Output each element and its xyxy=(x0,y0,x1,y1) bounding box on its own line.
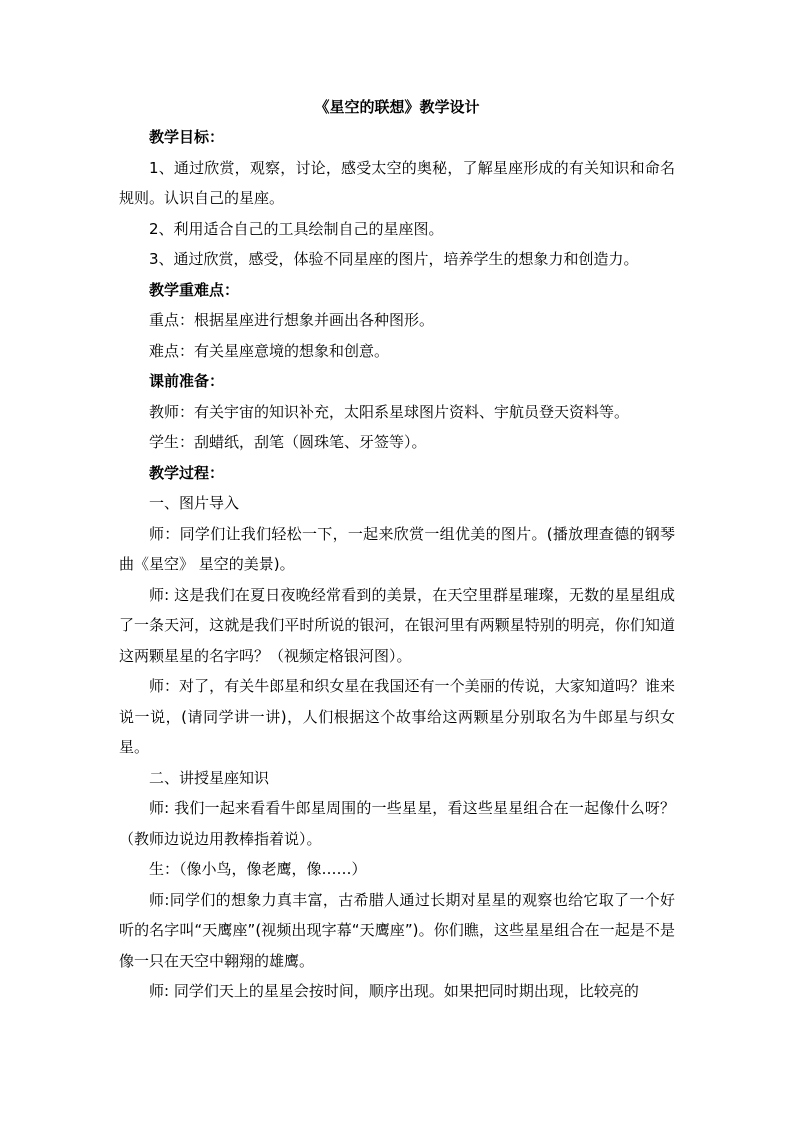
paragraph: 师：对了，有关牛郎星和织女星在我国还有一个美丽的传说，大家知道吗？谁来说一说，(请同学讲一讲)，人们根据这个故事给这两颗星分别取名为牛郎星与织女星。 xyxy=(119,677,675,756)
paragraph: 一、图片导入 xyxy=(149,494,240,512)
paragraph: 教师：有关宇宙的知识补充，太阳系星球图片资料、宇航员登天资料等。 xyxy=(149,402,630,421)
paragraph: 1、通过欣赏，观察，讨论，感受太空的奥秘，了解星座形成的有关知识和命名规则。认识自己的星座。 xyxy=(119,158,675,207)
document-title: 《星空的联想》教学设计 xyxy=(314,98,480,116)
paragraph: 生：（像小鸟，像老鹰，像……） xyxy=(149,860,367,878)
section-heading: 教学过程： xyxy=(149,463,225,482)
paragraph: 3、通过欣赏，感受，体验不同星座的图片，培养学生的想象力和创造力。 xyxy=(149,250,639,268)
paragraph: 师: 这是我们在夏日夜晚经常看到的美景，在天空里群星璀璨，无数的星星组成了一条天河，这就是我们平时所说的银河，在银河里有两颗星特别的明亮，你们知道这两颗星星的名字吗？（视频定格银河图）。 xyxy=(119,585,675,665)
section-heading: 教学目标： xyxy=(149,128,225,146)
paragraph: 2、利用适合自己的工具绘制自己的星座图。 xyxy=(149,219,444,238)
paragraph: 学生：刮蜡纸，刮笔（圆珠笔、牙签等）。 xyxy=(149,433,427,451)
document-body xyxy=(119,92,675,1007)
paragraph: 重点：根据星座进行想象并画出各种图形。 xyxy=(149,311,435,329)
paragraph: 师: 我们一起来看看牛郎星周围的一些星星，看这些星星组合在一起像什么呀？（教师边说边用教棒指着说）。 xyxy=(119,799,675,848)
paragraph: 师:同学们的想象力真丰富，古希腊人通过长期对星星的观察也给它取了一个好听的名字叫“天鹰座”(视频出现字幕“天鹰座”)。你们瞧，这些星星组合在一起是不是像一只在天空中翱翔的雄鹰。 xyxy=(119,890,675,970)
paragraph: 师: 同学们天上的星星会按时间，顺序出现。如果把同时期出现，比较亮的 xyxy=(149,982,639,1000)
section-heading: 课前准备： xyxy=(149,372,225,390)
paragraph: 师：同学们让我们轻松一下，一起来欣赏一组优美的图片。(播放理查德的钢琴曲《星空》 星空的美景)。 xyxy=(119,524,675,573)
section-heading: 教学重难点： xyxy=(149,280,240,299)
paragraph: 二、讲授星座知识 xyxy=(149,768,270,787)
paragraph-list xyxy=(119,122,675,1007)
paragraph: 难点：有关星座意境的想象和创意。 xyxy=(149,341,390,360)
